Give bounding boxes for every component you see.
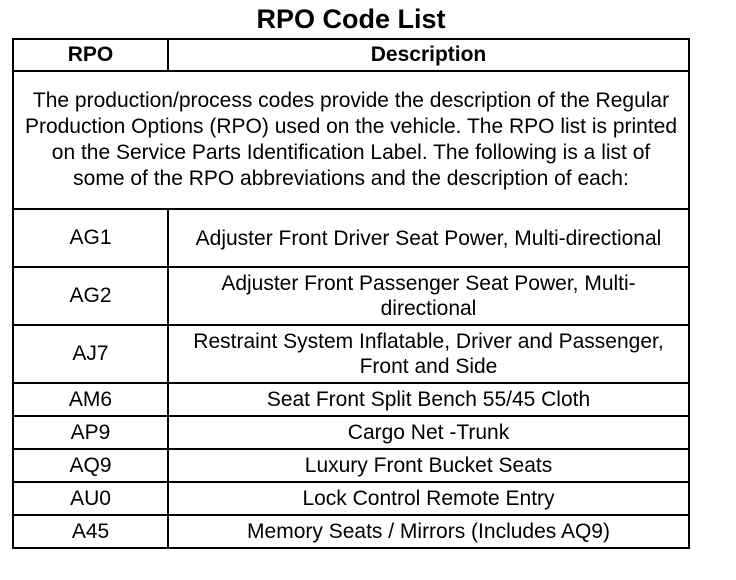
table-row [13, 482, 689, 515]
table-row [13, 325, 689, 383]
rpo-code-cell: AG1 [13, 209, 168, 267]
table-row [13, 416, 689, 449]
table-header-row [13, 39, 689, 71]
intro-text: The production/process codes provide the description of the Regular Production Options (RPO) used on the vehicle. The RPO list is printed on the Service Parts Identification Label. The following is a list of some of the RPO abbreviations and the description of each: [13, 71, 689, 209]
page-title: RPO Code List [256, 4, 446, 34]
description-cell: Lock Control Remote Entry [168, 482, 689, 515]
description-cell: Adjuster Front Driver Seat Power, Multi-directional [168, 209, 689, 267]
description-cell: Cargo Net -Trunk [168, 416, 689, 449]
table-row [13, 449, 689, 482]
rpo-code-table [12, 38, 690, 549]
rpo-code-cell: AG2 [13, 267, 168, 325]
rpo-column-header: RPO [13, 39, 168, 71]
description-cell: Seat Front Split Bench 55/45 Cloth [168, 383, 689, 416]
table-row [13, 515, 689, 548]
description-column-header: Description [168, 39, 689, 71]
description-cell: Restraint System Inflatable, Driver and Passenger, Front and Side [168, 325, 689, 383]
table-row [13, 267, 689, 325]
table-row [13, 209, 689, 267]
description-cell: Luxury Front Bucket Seats [168, 449, 689, 482]
intro-row [13, 71, 689, 209]
rpo-code-cell: A45 [13, 515, 168, 548]
description-cell: Adjuster Front Passenger Seat Power, Multi-directional [168, 267, 689, 325]
rpo-code-cell: AJ7 [13, 325, 168, 383]
rpo-code-cell: AQ9 [13, 449, 168, 482]
table-row [13, 383, 689, 416]
description-cell: Memory Seats / Mirrors (Includes AQ9) [168, 515, 689, 548]
rpo-code-cell: AU0 [13, 482, 168, 515]
rpo-code-cell: AM6 [13, 383, 168, 416]
rpo-code-cell: AP9 [13, 416, 168, 449]
